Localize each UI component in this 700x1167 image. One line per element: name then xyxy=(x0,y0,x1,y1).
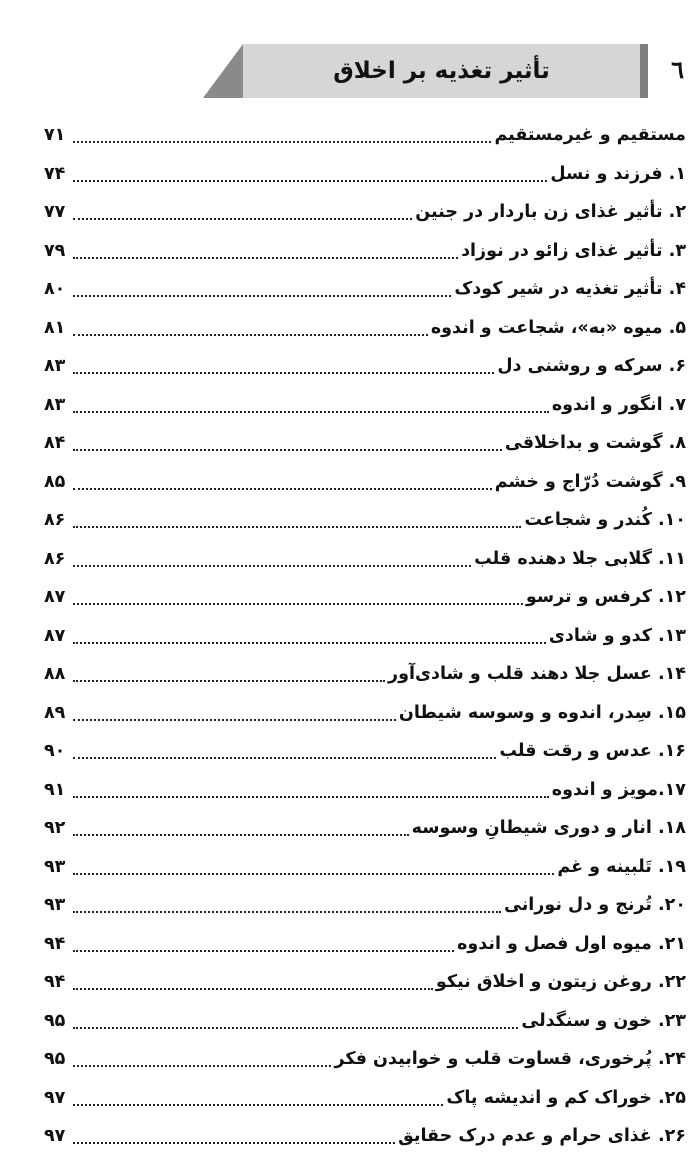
toc-entry-page: ۷۴ xyxy=(44,163,66,184)
toc-entry-page: ۸۳ xyxy=(44,394,66,415)
toc-entry[interactable] xyxy=(44,848,686,887)
toc-entry-page: ۸۹ xyxy=(44,702,66,723)
toc-entry-page: ۸۸ xyxy=(44,664,66,685)
toc-entry[interactable] xyxy=(44,578,686,617)
toc-entry[interactable] xyxy=(44,116,686,155)
toc-entry-page: ۹۴ xyxy=(44,933,66,954)
toc-entry[interactable] xyxy=(44,655,686,694)
dot-leader xyxy=(73,719,396,721)
toc-entry[interactable] xyxy=(44,347,686,386)
toc-entry-page: ۹۵ xyxy=(44,1010,66,1031)
dot-leader xyxy=(73,911,501,913)
toc-entry[interactable] xyxy=(44,463,686,502)
toc-entry[interactable] xyxy=(44,155,686,194)
toc-entry-title: ۹. گوشت دُرّاج و خشم xyxy=(494,471,686,492)
toc-entry-page: ۸۰ xyxy=(44,279,66,300)
toc-entry[interactable] xyxy=(44,1040,686,1079)
toc-entry-page: ۸۶ xyxy=(44,548,66,569)
toc-entry-title: ۳. تأثیر غذای زائو در نوزاد xyxy=(461,240,686,261)
dot-leader xyxy=(73,488,492,490)
dot-leader xyxy=(73,180,547,182)
dot-leader xyxy=(73,372,494,374)
toc-entry-title: مستقیم و غیرمستقیم xyxy=(494,125,686,146)
toc-entry-page: ۸۴ xyxy=(44,433,66,454)
dot-leader xyxy=(73,796,549,798)
toc-entry[interactable] xyxy=(44,540,686,579)
toc-entry-title: ۲۶. غذای حرام و عدم درک حقایق xyxy=(398,1126,686,1147)
toc-entry[interactable] xyxy=(44,193,686,232)
toc-entry-title: ۸. گوشت و بداخلاقی xyxy=(504,433,686,454)
toc-entry-page: ۷۷ xyxy=(44,202,66,223)
toc-entry-title: ۱۹. تَلبینه و غم xyxy=(557,856,686,877)
dot-leader xyxy=(73,218,412,220)
toc-entry[interactable] xyxy=(44,1002,686,1041)
toc-entry-title: ۵. میوه «به»، شجاعت و اندوه xyxy=(430,317,686,338)
table-of-contents xyxy=(44,116,686,1156)
toc-entry-title: ۱۳. کدو و شادی xyxy=(548,625,686,646)
toc-entry[interactable] xyxy=(44,771,686,810)
toc-entry[interactable] xyxy=(44,424,686,463)
toc-entry-title: ۱۷.مویز و اندوه xyxy=(551,779,686,800)
toc-entry-title: ۱۴. عسل جلا دهند قلب و شادی‌آور xyxy=(388,664,686,685)
dot-leader xyxy=(73,1027,518,1029)
toc-entry[interactable] xyxy=(44,694,686,733)
toc-entry[interactable] xyxy=(44,501,686,540)
dot-leader xyxy=(73,988,433,990)
dot-leader xyxy=(73,141,491,143)
toc-entry[interactable] xyxy=(44,309,686,348)
toc-entry[interactable] xyxy=(44,963,686,1002)
header-wedge xyxy=(203,44,243,98)
toc-entry[interactable] xyxy=(44,732,686,771)
toc-entry[interactable] xyxy=(44,386,686,425)
toc-entry-page: ۹۳ xyxy=(44,856,66,877)
toc-entry-title: ۲. تأثیر غذای زن باردار در جنین xyxy=(415,202,686,223)
toc-entry-page: ۹۷ xyxy=(44,1087,66,1108)
toc-entry-title: ۱۵. سِدر، اندوه و وسوسه شیطان xyxy=(398,702,686,723)
toc-entry-title: ۱۱. گلابی جلا دهنده قلب xyxy=(474,548,686,569)
toc-entry-title: ۶. سرکه و روشنی دل xyxy=(497,356,686,377)
toc-entry-title: ۱. فرزند و نسل xyxy=(550,163,686,184)
toc-entry-page: ۷۹ xyxy=(44,240,66,261)
toc-entry-page: ۸۱ xyxy=(44,317,66,338)
toc-entry-page: ۹۷ xyxy=(44,1126,66,1147)
toc-entry-page: ۹۴ xyxy=(44,972,66,993)
dot-leader xyxy=(73,1104,443,1106)
toc-entry-title: ۲۰. تُرنج و دل نورانی xyxy=(504,895,686,916)
dot-leader xyxy=(73,1065,331,1067)
header-edge-bar xyxy=(640,44,648,98)
toc-entry-title: ۱۰. کُندر و شجاعت xyxy=(524,510,686,531)
dot-leader xyxy=(73,526,521,528)
toc-entry[interactable] xyxy=(44,1117,686,1156)
toc-entry-page: ۸۶ xyxy=(44,510,66,531)
toc-entry[interactable] xyxy=(44,232,686,271)
toc-entry-page: ۹۱ xyxy=(44,779,66,800)
dot-leader xyxy=(73,334,428,336)
dot-leader xyxy=(73,873,554,875)
toc-entry-page: ۸۷ xyxy=(44,625,66,646)
toc-entry-title: ۱۸. انار و دوری شیطانِ وسوسه xyxy=(411,818,686,839)
toc-entry-page: ۹۰ xyxy=(44,741,66,762)
toc-entry-page: ۹۲ xyxy=(44,818,66,839)
running-title: تأثیر تغذیه بر اخلاق xyxy=(333,58,550,84)
toc-entry-title: ۲۴. پُرخوری، قساوت قلب و خوابیدن فکر xyxy=(334,1049,686,1070)
dot-leader xyxy=(73,642,546,644)
toc-entry-title: ۴. تأثیر تغذیه در شیر کودک xyxy=(454,279,686,300)
dot-leader xyxy=(73,295,451,297)
dot-leader xyxy=(73,950,454,952)
toc-entry-page: ۷۱ xyxy=(44,125,66,146)
toc-entry-title: ۲۱. میوه اول فصل و اندوه xyxy=(457,933,686,954)
dot-leader xyxy=(73,411,549,413)
toc-entry-title: ۲۵. خوراک کم و اندیشه پاک xyxy=(446,1087,686,1108)
dot-leader xyxy=(73,565,471,567)
dot-leader xyxy=(73,257,458,259)
running-header xyxy=(203,44,648,98)
dot-leader xyxy=(73,1142,395,1144)
toc-entry[interactable] xyxy=(44,1079,686,1118)
toc-entry-title: ۱۲. کرفس و ترسو xyxy=(525,587,686,608)
toc-entry[interactable] xyxy=(44,270,686,309)
dot-leader xyxy=(73,834,409,836)
dot-leader xyxy=(73,757,496,759)
toc-entry[interactable] xyxy=(44,809,686,848)
toc-entry-title: ۲۳. خون و سنگدلی xyxy=(521,1010,686,1031)
toc-entry-page: ۸۳ xyxy=(44,356,66,377)
dot-leader xyxy=(73,680,385,682)
toc-entry-title: ۷. انگور و اندوه xyxy=(551,394,686,415)
toc-entry-page: ۹۵ xyxy=(44,1049,66,1070)
toc-entry-page: ۸۷ xyxy=(44,587,66,608)
toc-entry[interactable] xyxy=(44,886,686,925)
toc-entry-title: ۱۶. عدس و رقت قلب xyxy=(499,741,686,762)
toc-entry[interactable] xyxy=(44,617,686,656)
dot-leader xyxy=(73,449,502,451)
toc-entry-page: ۸۵ xyxy=(44,471,66,492)
page-number: ٦ xyxy=(671,55,684,84)
toc-entry-page: ۹۳ xyxy=(44,895,66,916)
dot-leader xyxy=(73,603,523,605)
toc-entry[interactable] xyxy=(44,925,686,964)
toc-entry-title: ۲۲. روغن زیتون و اخلاق نیکو xyxy=(435,972,686,993)
